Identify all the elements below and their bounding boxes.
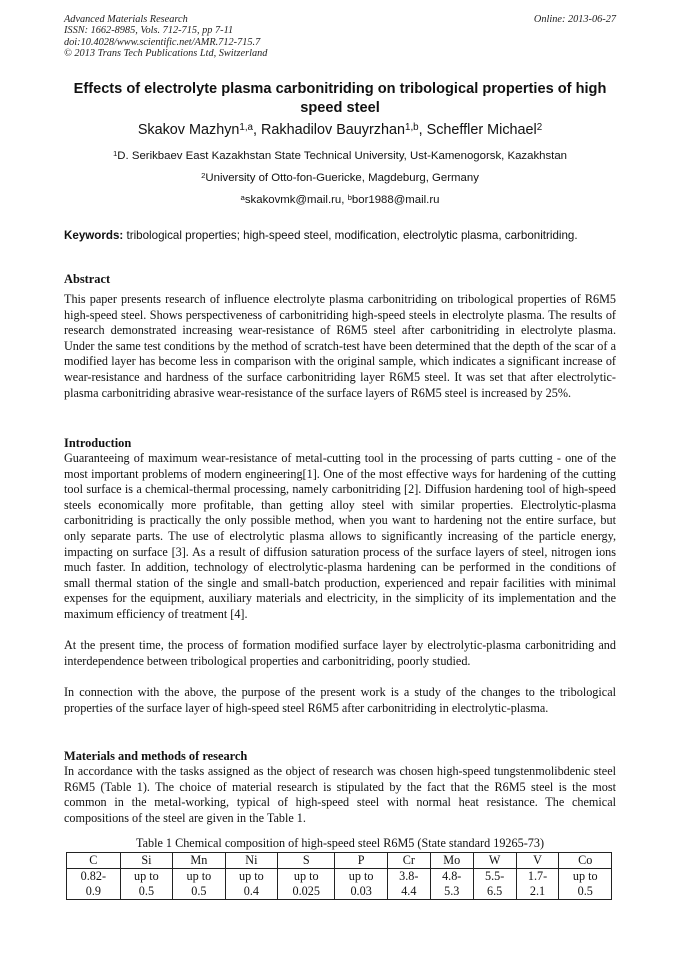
author-affiliation-mark: 1,a bbox=[239, 121, 253, 133]
paper-title: Effects of electrolyte plasma carbonitriding on tribological properties of high speed steel bbox=[73, 81, 607, 116]
table-header-row bbox=[67, 853, 612, 869]
cell-line: 4.8- bbox=[442, 869, 462, 883]
table-cell bbox=[173, 869, 225, 900]
email-separator: , bbox=[341, 194, 348, 206]
email-mark: b bbox=[347, 192, 352, 202]
cell-line: up to bbox=[348, 869, 374, 883]
author-emails bbox=[64, 193, 616, 207]
table-cell bbox=[473, 869, 516, 900]
affiliation-1 bbox=[64, 149, 616, 163]
table-header-cell: Mn bbox=[173, 853, 225, 869]
methods-paragraph-1: In accordance with the tasks assigned as the object of research was chosen high-speed tungstenmolibdenic steel R6M5 (Table 1). The choice of material research is stipulated by the fact that the R6M5 steel is the most common in the metal-working, typical of high-speed steel with normal heat resistance. The chemical compositions of the steel are given in the Table 1. bbox=[64, 764, 616, 825]
author-affiliation-mark: 2 bbox=[536, 121, 543, 133]
table-header-cell: C bbox=[67, 853, 121, 869]
abstract-heading: Abstract bbox=[64, 272, 111, 286]
cell-line: up to bbox=[186, 869, 212, 883]
email-a: skakovmk@mail.ru bbox=[244, 194, 342, 206]
cell-line: up to bbox=[572, 869, 598, 883]
cell-line: up to bbox=[293, 869, 319, 883]
cell-line: 0.03 bbox=[350, 884, 372, 898]
introduction-paragraph-1: Guaranteeing of maximum wear-resistance of metal-cutting tool in the processing of parts cutting - one of the most important problems of modern engineering[1]. One of the most effective ways for hardening of the cutting tool surface is a chemical-thermal processing, namely carbonitriding [2]. Diffusion hardening tool of high-speed steels economically more profitable, than getting alloy steel with similar properties. Electrolytic-plasma carbonitriding is practically the only possible method, when you want to hardening not the entire surface, but only separate parts. The use of electrolytic plasma allows to significantly increasing of the particle energy, impacting on surface [3]. As a result of diffusion saturation process of the surface layers of steel, nitrogen ions much faster. In addition, technology of electrolytic-plasma hardening can be performed in the conditions of small thermal station of the single and small-batch production, experienced and repair facilities with minimal expenses for the equipment, auxiliary materials and electricity, in the simplicity of its implementation and the maximum efficiency of treatment [4]. bbox=[64, 451, 616, 621]
cell-line: up to bbox=[134, 869, 159, 883]
journal-issn: ISSN: 1662-8985, Vols. 712-715, pp 7-11 bbox=[64, 25, 234, 37]
cell-line: 0.9 bbox=[85, 884, 101, 898]
cell-line: 4.4 bbox=[401, 884, 417, 898]
table-cell bbox=[559, 869, 612, 900]
cell-line: 1.7- bbox=[527, 869, 548, 883]
cell-line: 0.82- bbox=[80, 869, 107, 883]
author-separator: , bbox=[253, 122, 261, 138]
journal-header bbox=[64, 14, 616, 60]
introduction-heading: Introduction bbox=[64, 436, 132, 450]
table-header-cell: Mo bbox=[430, 853, 473, 869]
table-header-cell: P bbox=[335, 853, 387, 869]
affiliation-text: University of Otto-fon-Guericke, Magdeburg, Germany bbox=[205, 172, 479, 184]
table-row bbox=[67, 869, 612, 900]
author-affiliation-mark: 1,b bbox=[405, 121, 419, 133]
keywords bbox=[64, 228, 616, 243]
affiliation-mark: 1 bbox=[112, 148, 118, 158]
cell-line: 0.5 bbox=[191, 884, 207, 898]
journal-name: Advanced Materials Research bbox=[64, 14, 188, 25]
table-header-cell: S bbox=[278, 853, 335, 869]
methods-heading: Materials and methods of research bbox=[64, 749, 248, 763]
table-cell bbox=[430, 869, 473, 900]
email-b: bor1988@mail.ru bbox=[351, 194, 440, 206]
cell-line: 0.5 bbox=[138, 884, 155, 898]
cell-line: 6.5 bbox=[487, 884, 503, 898]
table-header-cell: Cr bbox=[387, 853, 430, 869]
table-cell bbox=[335, 869, 387, 900]
introduction-paragraph-3: In connection with the above, the purpose of the present work is a study of the changes to the tribological properties of the surface layer of high-speed steel R6M5 after carbonitriding in electrolytic-plasma. bbox=[64, 685, 616, 715]
table-cell bbox=[120, 869, 172, 900]
table-1-chemical-composition bbox=[66, 852, 612, 900]
online-date: Online: 2013-06-27 bbox=[533, 14, 616, 25]
cell-line: 5.3 bbox=[444, 884, 460, 898]
table-cell bbox=[225, 869, 277, 900]
affiliation-2 bbox=[64, 171, 616, 185]
author-name: Scheffler Michael bbox=[426, 122, 537, 138]
cell-line: 0.025 bbox=[292, 884, 320, 898]
table-cell bbox=[516, 869, 559, 900]
table-cell bbox=[387, 869, 430, 900]
affiliation-text: D. Serikbaev East Kazakhstan State Technical University, Ust-Kamenogorsk, Kazakhstan bbox=[117, 150, 568, 162]
author-list bbox=[64, 121, 616, 139]
table-1-caption: Table 1 Chemical composition of high-speed steel R6M5 (State standard 19265-73) bbox=[135, 836, 545, 850]
journal-copyright: © 2013 Trans Tech Publications Ltd, Switzerland bbox=[64, 48, 268, 60]
cell-line: up to bbox=[239, 869, 264, 883]
author-separator: , bbox=[418, 122, 427, 138]
table-cell bbox=[278, 869, 335, 900]
abstract-paragraph: This paper presents research of influence electrolyte plasma carbonitriding on tribological properties of R6M5 high-speed steel. Shows perspectiveness of carbonitriding high-speed steels in electrolyte plasma. The results of research demonstrated increasing wear-resistance of R6M5 steel after carbonitriding in electrolyte plasma. Under the same test conditions by the method of scratch-test have been determined that the depth of the scar of a modified layer has become less in comparison with the original sample, which indicates a significant increase of wear-resistance and hardness of the surface carbonitriding layer R6M5 steel. It was set that after electrolytic-plasma carbonitriding abrasive wear-resistance of the surface layers of R6M5 steel is increased by 25%. bbox=[64, 292, 616, 400]
cell-line: 2.1 bbox=[529, 884, 546, 898]
introduction-paragraph-2: At the present time, the process of formation modified surface layer by electrolytic-plasma carbonitriding and interdependence between tribological properties and carbonitriding, poorly studied. bbox=[64, 638, 616, 668]
table-cell bbox=[67, 869, 121, 900]
table-header-cell: V bbox=[516, 853, 559, 869]
author-name: Rakhadilov Bauyrzhan bbox=[261, 122, 405, 138]
table-header-cell: Co bbox=[559, 853, 612, 869]
cell-line: 3.8- bbox=[399, 869, 419, 883]
keywords-label: Keywords: bbox=[64, 229, 124, 242]
email-mark: a bbox=[240, 192, 245, 202]
cell-line: 0.4 bbox=[243, 884, 259, 898]
journal-doi: doi:10.4028/www.scientific.net/AMR.712-715.7 bbox=[64, 36, 261, 48]
cell-line: 5.5- bbox=[484, 869, 505, 883]
keywords-text: tribological properties; high-speed steel, modification, electrolytic plasma, carbonitriding. bbox=[123, 229, 578, 242]
author-name: Skakov Mazhyn bbox=[137, 122, 240, 138]
table-header-cell: Ni bbox=[225, 853, 277, 869]
cell-line: 0.5 bbox=[577, 884, 593, 898]
affiliation-mark: 2 bbox=[201, 170, 206, 180]
table-header-cell: W bbox=[473, 853, 516, 869]
table-header-cell: Si bbox=[120, 853, 172, 869]
